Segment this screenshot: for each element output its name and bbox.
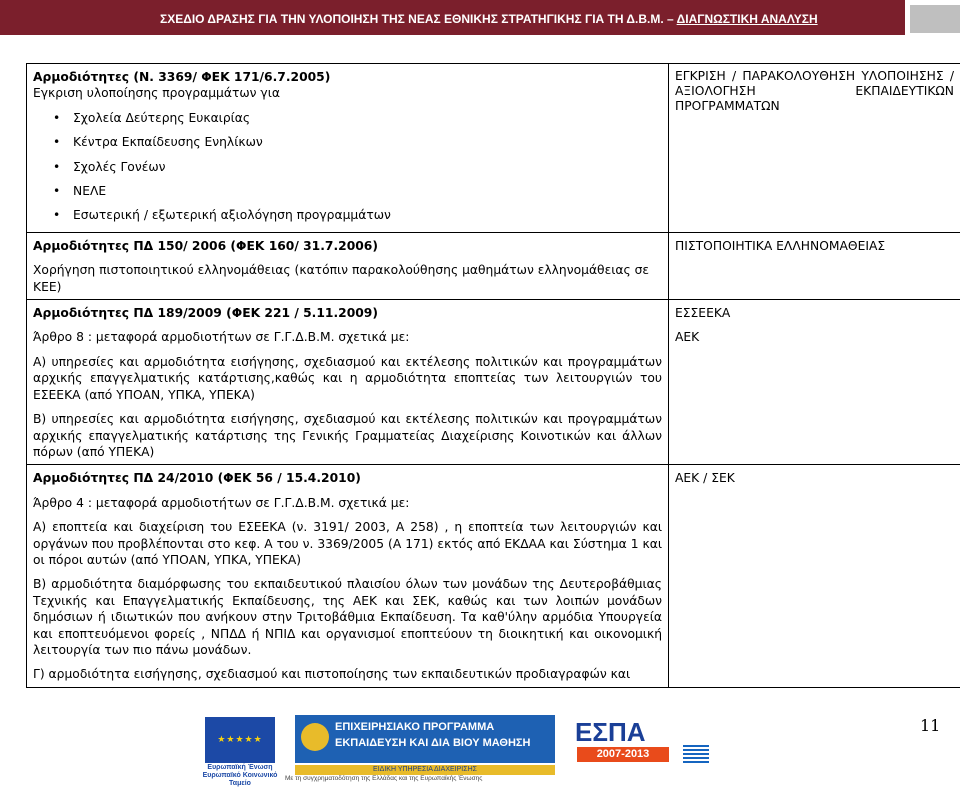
eu-caption-title: Ευρωπαϊκή Ένωση <box>195 764 285 772</box>
row-paragraph-a: Α) υπηρεσίες και αρμοδιότητα εισήγησης, σχεδιασμού και εκτέλεσης πολιτικών και προγραμμάτων αρχικής επαγγελματικής κατάρτισης,καθώς και η αρμοδιότητα εποπτείας των λειτουργιών του ΕΣΕΕΚΑ (από ΥΠΟΑΝ, ΥΠΚΑ, ΥΠΕΚΑ) <box>33 354 662 403</box>
right-cell <box>669 64 960 233</box>
eu-flag-icon <box>205 717 275 763</box>
list-item: • Σχολεία Δεύτερης Ευκαιρίας <box>33 110 662 126</box>
right-cell <box>669 465 960 687</box>
row-heading: Αρμοδιότητες ΠΔ 189/2009 (ΦΕΚ 221 / 5.11.2009) <box>33 305 662 321</box>
eu-stars-icon: ★★★★★ <box>205 717 275 763</box>
espa-years: 2007-2013 <box>577 747 669 762</box>
competences-table <box>26 63 960 688</box>
row-category: ΑΕΚ / ΣΕΚ <box>675 470 954 486</box>
row-category: ΑΕΚ <box>675 329 954 345</box>
list-item: • ΝΕΛΕ <box>33 183 662 199</box>
row-text: Χορήγηση πιστοποιητικού ελληνομάθειας (κατόπιν παρακολούθησης μαθημάτων ελληνομάθειας σε ΚΕΕ) <box>33 262 662 295</box>
eu-caption <box>195 764 285 788</box>
row-heading: Αρμοδιότητες ΠΔ 24/2010 (ΦΕΚ 56 / 15.4.2010) <box>33 470 662 486</box>
row-heading: Αρμοδιότητες ΠΔ 150/ 2006 (ΦΕΚ 160/ 31.7.2006) <box>33 238 662 254</box>
row-paragraph-a: Α) εποπτεία και διαχείριση του ΕΣΕΕΚΑ (ν. 3191/ 2003, Α 258) , η εποπτεία των λειτουργιών και οργάνων που προβλέπονται στο κεφ. Α του ν. 3369/2005 (Α 171) εκτός από ΕΚΔΑΑ και Σύστημα 1 και οι πόροι αυτών (από ΥΠΟΑΝ, ΥΠΚΑ, ΥΠΕΚΑ) <box>33 519 662 568</box>
program-line-1: ΕΠΙΧΕΙΡΗΣΙΑΚΟ ΠΡΟΓΡΑΜΜΑ <box>335 721 494 733</box>
row-paragraph-c: Γ) αρμοδιότητα εισήγησης, σχεδιασμού και πιστοποίησης των εκπαιδευτικών προδιαγραφών και <box>33 666 662 682</box>
footer-logos <box>195 715 755 782</box>
right-cell <box>669 300 960 465</box>
row-category: ΠΙΣΤΟΠΟΙΗΤΙΚΑ ΕΛΛΗΝΟΜΑΘΕΙΑΣ <box>675 238 954 254</box>
list-item: • Εσωτερική / εξωτερική αξιολόγηση προγραμμάτων <box>33 207 662 223</box>
list-item: • Σχολές Γονέων <box>33 159 662 175</box>
row-article: Άρθρο 8 : μεταφορά αρμοδιοτήτων σε Γ.Γ.Δ.Β.Μ. σχετικά με: <box>33 329 662 345</box>
left-cell <box>27 300 669 465</box>
bullet-list <box>33 110 662 224</box>
table-row <box>27 300 960 465</box>
header-title-diagnostic: ΔΙΑΓΝΩΣΤΙΚΗ ΑΝΑΛΥΣΗ <box>677 12 818 26</box>
program-logo <box>295 715 555 763</box>
espa-logo <box>573 717 675 765</box>
left-cell <box>27 64 669 233</box>
row-article: Άρθρο 4 : μεταφορά αρμοδιοτήτων σε Γ.Γ.Δ.Β.Μ. σχετικά με: <box>33 495 662 511</box>
table-row <box>27 232 960 299</box>
list-item: • Κέντρα Εκπαίδευσης Ενηλίκων <box>33 134 662 150</box>
header-bar <box>0 0 905 35</box>
table-row <box>27 465 960 687</box>
header-title <box>160 12 818 26</box>
row-paragraph-b: Β) αρμοδιότητα διαμόρφωσης του εκπαιδευτικού πλαισίου όλων των μονάδων της Δευτεροβάθμιας Τεχνικής και Επαγγελματικής Εκπαίδευσης, της ΑΕΚ και ΣΕΚ, καθώς και των λοιπών μονάδων δημόσιων ή ιδιωτικών που ανήκουν στην Τριτοβάθμια Εκπαίδευση. Τα καθ'ύλην αρμόδια Υπουργεία και εποπτευόμενοι φορείς , ΝΠΔΔ ή ΝΠΙΔ και οργανισμοί εποπτεύουν τη διοικητική και οικονομική λειτουργία των πιο πάνω μονάδων. <box>33 576 662 658</box>
cofunding-note: Με τη συγχρηματοδότηση της Ελλάδας και της Ευρωπαϊκής Ένωσης <box>285 775 725 782</box>
program-emblem-icon <box>301 723 329 751</box>
row-intro: Εγκριση υλοποίησης προγραμμάτων για <box>33 85 662 101</box>
page-number: 11 <box>920 716 940 735</box>
eu-caption-fund: Ευρωπαϊκό Κοινωνικό Ταμείο <box>195 772 285 788</box>
program-line-2: ΕΚΠΑΙΔΕΥΣΗ ΚΑΙ ΔΙΑ ΒΙΟΥ ΜΑΘΗΣΗ <box>335 737 530 749</box>
row-category: ΕΓΚΡΙΣΗ / ΠΑΡΑΚΟΛΟΥΘΗΣΗ ΥΛΟΠΟΙΗΣΗΣ / ΑΞΙΟΛΟΓΗΣΗ ΕΚΠΑΙΔΕΥΤΙΚΩΝ ΠΡΟΓΡΑΜΜΑΤΩΝ <box>675 69 954 114</box>
greek-flag-icon <box>683 745 709 763</box>
left-cell <box>27 232 669 299</box>
row-category: ΕΣΣΕΕΚΑ <box>675 305 954 321</box>
header-side-box <box>910 5 960 33</box>
right-cell <box>669 232 960 299</box>
row-heading: Αρμοδιότητες (Ν. 3369/ ΦΕΚ 171/6.7.2005) <box>33 69 662 85</box>
row-paragraph-b: Β) υπηρεσίες και αρμοδιότητα εισήγησης, σχεδιασμού και εκτέλεσης πολιτικών και προγραμμάτων αρχικής επαγγελματικής κατάρτισης της Γενικής Γραμματείας Διαχείρισης Κοινοτικών και άλλων πόρων (από ΥΠΕΚΑ) <box>33 411 662 460</box>
table-row <box>27 64 960 233</box>
espa-word: ΕΣΠΑ <box>575 717 646 748</box>
header-title-main: ΣΧΕΔΙΟ ΔΡΑΣΗΣ ΓΙΑ ΤΗΝ ΥΛΟΠΟΙΗΣΗ ΤΗΣ ΝΕΑΣ ΕΘΝΙΚΗΣ ΣΤΡΑΤΗΓΙΚΗΣ ΓΙΑ ΤΗ Δ.Β.Μ. – <box>160 12 674 26</box>
left-cell <box>27 465 669 687</box>
managing-authority: ΕΙΔΙΚΗ ΥΠΗΡΕΣΙΑ ΔΙΑΧΕΙΡΙΣΗΣ <box>295 765 555 775</box>
